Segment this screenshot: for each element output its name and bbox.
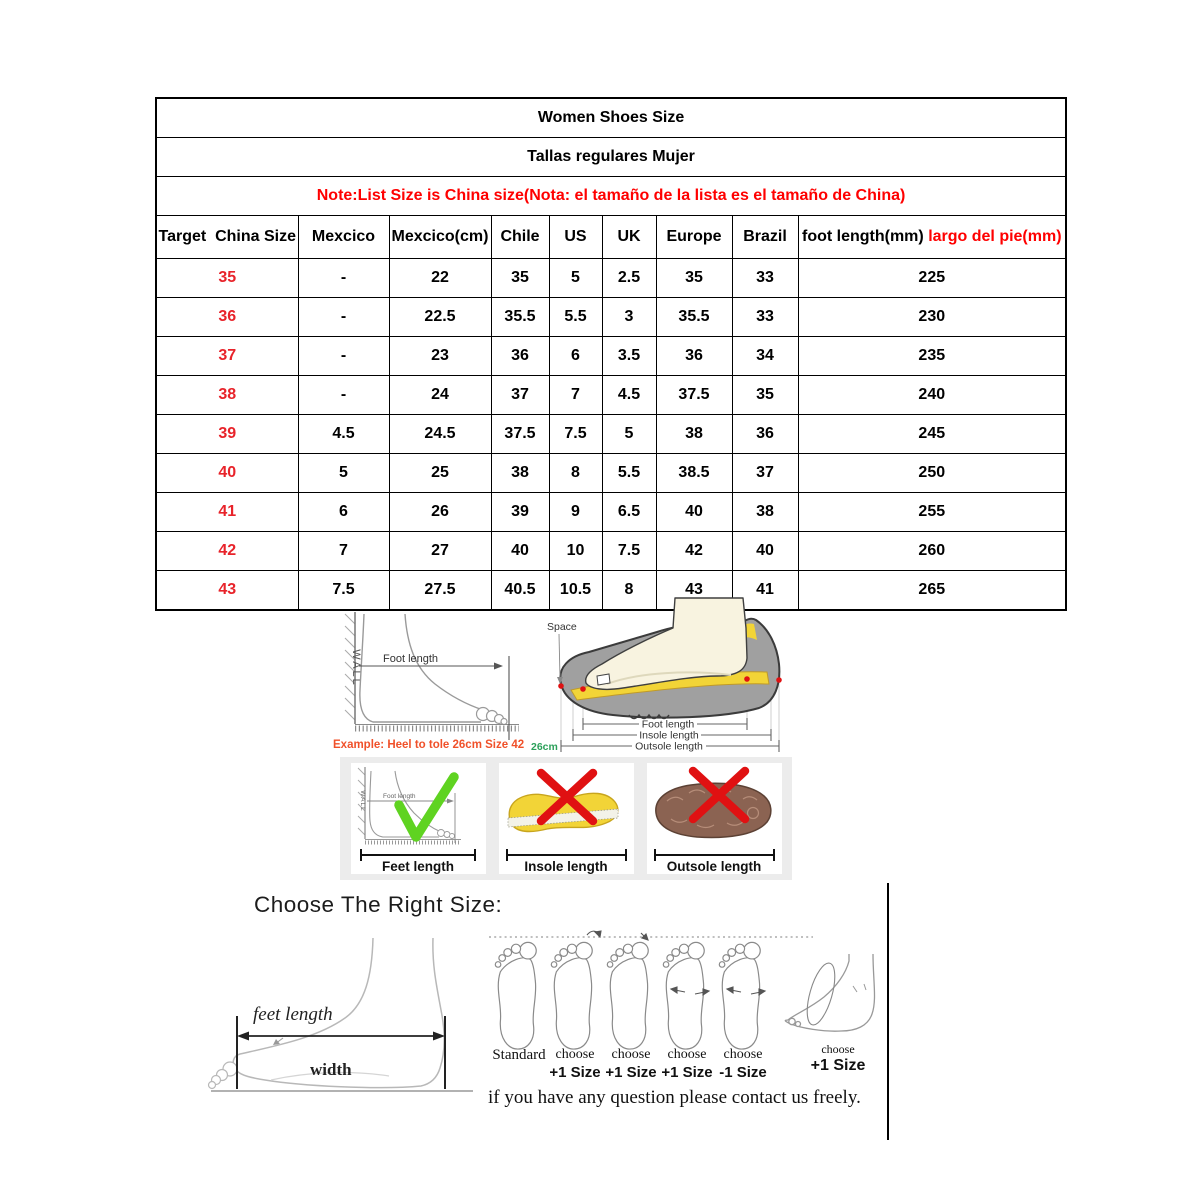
table-cell: 25 xyxy=(389,454,491,493)
table-cell: 225 xyxy=(798,259,1066,298)
table-cell: 37 xyxy=(732,454,798,493)
green-check-icon xyxy=(399,777,454,837)
width-label: width xyxy=(310,1060,352,1079)
small-arrow-icon xyxy=(273,1039,280,1045)
table-cell: 37 xyxy=(491,376,549,415)
table-cell: 4.5 xyxy=(298,415,389,454)
table-cell: 41 xyxy=(732,571,798,611)
table-cell-china-size: 37 xyxy=(156,337,298,376)
outsole-wrong-illustration xyxy=(647,763,782,874)
example-text: Example: Heel to tole 26cm Size 42 xyxy=(333,739,525,751)
foot-option-label-plus1-c: choose +1 Size xyxy=(661,1047,713,1081)
table-cell: 27 xyxy=(389,532,491,571)
table-note-row xyxy=(156,177,1066,216)
table-row xyxy=(156,532,1066,571)
insole-wrong-illustration xyxy=(499,763,634,874)
table-cell: 6 xyxy=(549,337,602,376)
table-cell: 40 xyxy=(491,532,549,571)
arrow-right-icon xyxy=(433,1032,445,1041)
col-header-target-china: Target China Size xyxy=(156,216,298,259)
table-cell: 38 xyxy=(732,493,798,532)
table-cell-china-size: 35 xyxy=(156,259,298,298)
col-header-europe: Europe xyxy=(656,216,732,259)
table-cell-china-size: 40 xyxy=(156,454,298,493)
table-cell: 38 xyxy=(491,454,549,493)
table-cell: 235 xyxy=(798,337,1066,376)
table-cell: 35 xyxy=(656,259,732,298)
table-cell: - xyxy=(298,298,389,337)
table-cell: 10 xyxy=(549,532,602,571)
shoe-foot-length-label: Foot length xyxy=(641,718,695,731)
insole-length-box-label: Insole length xyxy=(523,859,608,874)
table-title: Women Shoes Size xyxy=(156,98,1066,138)
table-row xyxy=(156,376,1066,415)
table-cell: 34 xyxy=(732,337,798,376)
shoe-outsole-length-label: Outsole length xyxy=(635,740,703,753)
table-cell: 230 xyxy=(798,298,1066,337)
table-row xyxy=(156,337,1066,376)
table-cell: 5 xyxy=(298,454,389,493)
table-cell-china-size: 39 xyxy=(156,415,298,454)
col-header-brazil: Brazil xyxy=(732,216,798,259)
space-label: Space xyxy=(547,621,577,633)
table-cell: 5.5 xyxy=(602,454,656,493)
right-border-line xyxy=(887,883,889,1140)
table-subtitle: Tallas regulares Mujer xyxy=(156,138,1066,177)
arrow-right-icon xyxy=(447,799,454,804)
shoe-insole-length-label: Insole length xyxy=(639,729,699,742)
table-cell: - xyxy=(298,337,389,376)
table-row xyxy=(156,454,1066,493)
size-table xyxy=(155,97,1067,611)
table-cell: 40.5 xyxy=(491,571,549,611)
contact-note: if you have any question please contact us freely. xyxy=(488,1087,861,1108)
table-cell: - xyxy=(298,259,389,298)
table-cell: 33 xyxy=(732,298,798,337)
table-cell: 40 xyxy=(732,532,798,571)
choose-size-heading: Choose The Right Size: xyxy=(254,892,503,917)
girth-loop-icon xyxy=(802,960,841,1028)
col-header-uk: UK xyxy=(602,216,656,259)
feet-length-box xyxy=(351,763,486,874)
table-cell: 36 xyxy=(491,337,549,376)
space-pointer-line xyxy=(559,634,560,678)
table-cell: 10.5 xyxy=(549,571,602,611)
foot-length-label: Foot length xyxy=(383,653,439,665)
col-header-mexcico: Mexcico xyxy=(298,216,389,259)
foot-option-label-standard: Standard xyxy=(492,1047,546,1063)
foot-profile-outline xyxy=(360,614,483,722)
foot-option-label-plus1-b: choose +1 Size xyxy=(605,1047,657,1081)
col-header-mexcico-cm: Mexcico(cm) xyxy=(389,216,491,259)
feet-size-options-illustration xyxy=(483,928,883,1058)
table-cell: 39 xyxy=(491,493,549,532)
table-note: Note:List Size is China size(Nota: el tamaño de la lista es el tamaño de China) xyxy=(156,177,1066,216)
table-cell-china-size: 36 xyxy=(156,298,298,337)
outsole-length-box xyxy=(647,763,782,874)
arrow-right-icon xyxy=(494,663,503,670)
table-cell: 43 xyxy=(656,571,732,611)
col-header-us: US xyxy=(549,216,602,259)
table-subtitle-row xyxy=(156,138,1066,177)
foot-length-label: foot length(mm) xyxy=(801,228,929,245)
col-header-foot-length xyxy=(798,216,1066,259)
foot-toes xyxy=(437,830,454,839)
table-cell: 8 xyxy=(549,454,602,493)
table-cell: 265 xyxy=(798,571,1066,611)
footprint-plus1-c xyxy=(663,942,704,1049)
table-row xyxy=(156,415,1066,454)
table-cell: 37.5 xyxy=(656,376,732,415)
toe-box xyxy=(597,674,610,685)
feet-length-box-label: Feet length xyxy=(381,859,454,874)
table-cell: 42 xyxy=(656,532,732,571)
foot-length-label: Foot length xyxy=(382,793,416,800)
table-cell: - xyxy=(298,376,389,415)
table-title-row xyxy=(156,98,1066,138)
col-header-chile: Chile xyxy=(491,216,549,259)
foot-length-width-illustration xyxy=(183,928,475,1106)
table-cell: 255 xyxy=(798,493,1066,532)
table-cell: 35.5 xyxy=(656,298,732,337)
table-cell-china-size: 43 xyxy=(156,571,298,611)
table-cell: 22 xyxy=(389,259,491,298)
table-cell: 27.5 xyxy=(389,571,491,611)
footprint-standard xyxy=(495,942,536,1049)
table-cell: 35 xyxy=(491,259,549,298)
table-cell: 7 xyxy=(298,532,389,571)
measure-method-boxes xyxy=(340,757,792,880)
table-cell: 260 xyxy=(798,532,1066,571)
wall-foot-measure-illustration xyxy=(333,610,525,742)
foot-profile-outline xyxy=(369,771,440,837)
example-cm-label: 26cm xyxy=(531,741,558,753)
table-cell: 6.5 xyxy=(602,493,656,532)
table-cell: 6 xyxy=(298,493,389,532)
table-row xyxy=(156,493,1066,532)
wall-label: WALL xyxy=(350,649,362,687)
table-cell: 3.5 xyxy=(602,337,656,376)
table-cell: 5.5 xyxy=(549,298,602,337)
table-cell-china-size: 42 xyxy=(156,532,298,571)
table-cell: 22.5 xyxy=(389,298,491,337)
foot-option-label-minus1: choose -1 Size xyxy=(719,1047,767,1081)
table-cell: 38 xyxy=(656,415,732,454)
table-cell: 7.5 xyxy=(602,532,656,571)
table-cell: 240 xyxy=(798,376,1066,415)
table-cell: 24.5 xyxy=(389,415,491,454)
table-cell: 24 xyxy=(389,376,491,415)
shoe-cross-section-illustration xyxy=(545,596,817,756)
table-cell: 3 xyxy=(602,298,656,337)
side-foot-option-label: choose +1 Size xyxy=(810,1042,866,1074)
foot-toes xyxy=(477,708,508,725)
table-cell: 7.5 xyxy=(298,571,389,611)
table-cell: 8 xyxy=(602,571,656,611)
table-cell: 35 xyxy=(732,376,798,415)
side-foot-girth-illustration xyxy=(785,954,874,1031)
foot-in-shoe-shape xyxy=(586,598,747,689)
table-cell: 33 xyxy=(732,259,798,298)
foot-toes xyxy=(209,1062,238,1089)
insole-length-box xyxy=(499,763,634,874)
table-cell: 7 xyxy=(549,376,602,415)
table-cell: 5 xyxy=(549,259,602,298)
table-cell-china-size: 41 xyxy=(156,493,298,532)
feet-length-correct-illustration xyxy=(351,763,486,874)
table-row xyxy=(156,298,1066,337)
table-cell: 4.5 xyxy=(602,376,656,415)
table-header-row xyxy=(156,216,1066,259)
table-cell-china-size: 38 xyxy=(156,376,298,415)
wall-label: WALL xyxy=(358,790,366,812)
footprint-minus1 xyxy=(719,942,760,1049)
table-cell: 9 xyxy=(549,493,602,532)
table-cell: 35.5 xyxy=(491,298,549,337)
table-cell: 2.5 xyxy=(602,259,656,298)
table-cell: 38.5 xyxy=(656,454,732,493)
table-cell: 250 xyxy=(798,454,1066,493)
table-cell: 36 xyxy=(732,415,798,454)
table-cell: 7.5 xyxy=(549,415,602,454)
outsole-length-box-label: Outsole length xyxy=(666,859,761,874)
table-cell: 37.5 xyxy=(491,415,549,454)
footprint-plus1-b xyxy=(607,942,648,1049)
foot-option-label-plus1-a: choose +1 Size xyxy=(549,1047,601,1081)
table-cell: 40 xyxy=(656,493,732,532)
feet-length-label: feet length xyxy=(253,1004,333,1025)
footprint-plus1-a xyxy=(551,942,592,1049)
arrow-left-icon xyxy=(237,1032,249,1041)
table-cell: 245 xyxy=(798,415,1066,454)
table-cell: 36 xyxy=(656,337,732,376)
table-cell: 23 xyxy=(389,337,491,376)
table-cell: 5 xyxy=(602,415,656,454)
table-cell: 26 xyxy=(389,493,491,532)
largo-del-pie-label: largo del pie(mm) xyxy=(928,228,1062,245)
table-row xyxy=(156,259,1066,298)
table-body xyxy=(156,259,1066,611)
